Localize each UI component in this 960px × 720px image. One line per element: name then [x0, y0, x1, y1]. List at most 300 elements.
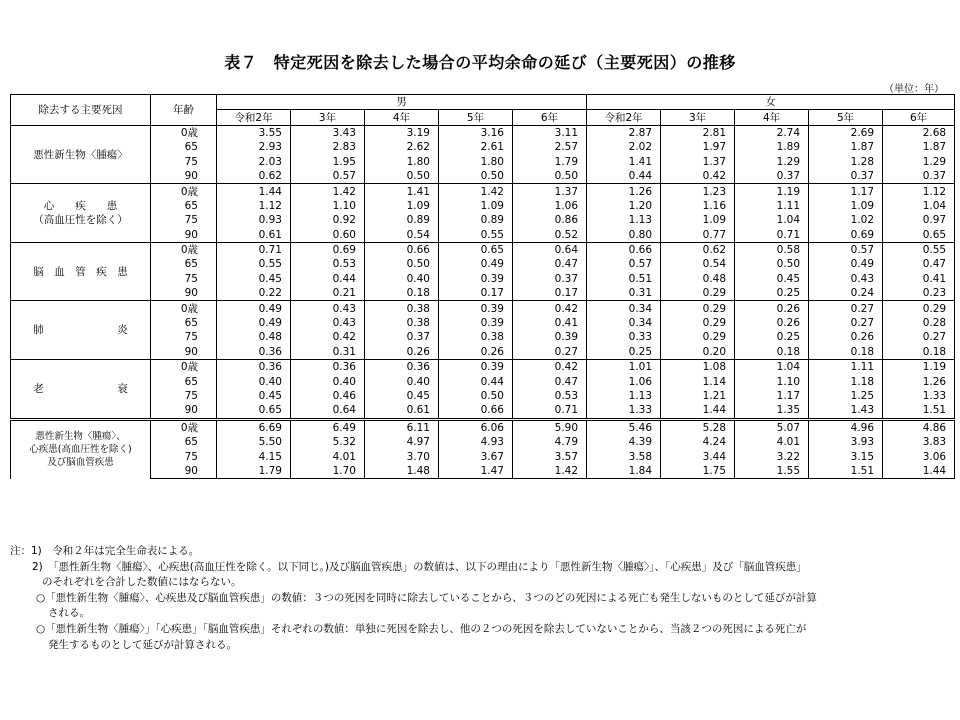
value-cell-female: 0.20: [661, 345, 735, 360]
value-cell-female: 1.29: [735, 155, 809, 169]
cause-group: [11, 419, 955, 479]
page-title: 表７ 特定死因を除去した場合の平均余命の延び（主要死因）の推移: [224, 53, 736, 72]
table-row: [11, 316, 955, 330]
cause-line: 及び脳血管疾患: [47, 457, 114, 469]
value-cell-male: 0.39: [513, 330, 587, 344]
value-cell-female: 0.50: [735, 257, 809, 271]
value-cell-female: 4.96: [809, 419, 883, 435]
cause-cell: [11, 184, 151, 243]
value-cell-female: 1.26: [587, 184, 661, 199]
value-cell-male: 3.57: [513, 449, 587, 463]
table-row: [11, 403, 955, 419]
value-cell-male: 0.93: [217, 213, 291, 227]
age-cell: 65: [151, 199, 217, 213]
value-cell-male: 0.61: [217, 228, 291, 243]
value-cell-female: 1.08: [661, 360, 735, 375]
table-row: [11, 464, 955, 479]
value-cell-male: 1.09: [439, 199, 513, 213]
value-cell-female: 1.20: [587, 199, 661, 213]
value-cell-female: 0.23: [883, 286, 955, 301]
value-cell-male: 4.79: [513, 435, 587, 449]
table-row: [11, 257, 955, 271]
value-cell-male: 2.83: [291, 140, 365, 154]
table-row: [11, 125, 955, 140]
value-cell-female: 0.18: [883, 345, 955, 360]
value-cell-male: 3.67: [439, 449, 513, 463]
value-cell-female: 0.29: [661, 301, 735, 316]
age-cell: 0歳: [151, 419, 217, 435]
value-cell-female: 0.25: [735, 330, 809, 344]
value-cell-female: 1.75: [661, 464, 735, 479]
value-cell-female: 0.37: [883, 169, 955, 184]
value-cell-female: 1.87: [883, 140, 955, 154]
age-cell: 65: [151, 140, 217, 154]
value-cell-male: 0.41: [513, 316, 587, 330]
year-header-male-2: 4年: [365, 110, 439, 125]
value-cell-female: 1.51: [883, 403, 955, 419]
cause-line: 老 衰: [33, 382, 128, 395]
value-cell-male: 5.90: [513, 419, 587, 435]
value-cell-male: 0.64: [291, 403, 365, 419]
value-cell-male: 0.50: [513, 169, 587, 184]
value-cell-female: 2.81: [661, 125, 735, 140]
value-cell-male: 0.65: [439, 242, 513, 257]
value-cell-female: 2.68: [883, 125, 955, 140]
age-cell: 75: [151, 213, 217, 227]
value-cell-male: 0.69: [291, 242, 365, 257]
year-header-female-3: 5年: [809, 110, 883, 125]
value-cell-female: 4.01: [735, 435, 809, 449]
value-cell-male: 0.57: [291, 169, 365, 184]
value-cell-male: 0.45: [217, 272, 291, 286]
value-cell-male: 2.93: [217, 140, 291, 154]
value-cell-female: 0.37: [735, 169, 809, 184]
value-cell-male: 0.89: [365, 213, 439, 227]
value-cell-male: 5.32: [291, 435, 365, 449]
value-cell-female: 0.27: [809, 301, 883, 316]
value-cell-female: 0.77: [661, 228, 735, 243]
value-cell-male: 0.66: [439, 403, 513, 419]
value-cell-male: 1.06: [513, 199, 587, 213]
age-cell: 75: [151, 155, 217, 169]
value-cell-male: 0.66: [365, 242, 439, 257]
value-cell-male: 2.57: [513, 140, 587, 154]
year-header-female-4: 6年: [883, 110, 955, 125]
value-cell-male: 2.62: [365, 140, 439, 154]
value-cell-female: 1.26: [883, 374, 955, 388]
value-cell-male: 0.44: [291, 272, 365, 286]
female-header: 女: [587, 95, 955, 110]
value-cell-female: 3.15: [809, 449, 883, 463]
value-cell-female: 1.13: [587, 389, 661, 403]
value-cell-male: 0.40: [217, 374, 291, 388]
value-cell-female: 0.34: [587, 316, 661, 330]
value-cell-female: 0.26: [735, 301, 809, 316]
age-cell: 90: [151, 345, 217, 360]
value-cell-female: 1.18: [809, 374, 883, 388]
value-cell-female: 5.07: [735, 419, 809, 435]
value-cell-male: 0.43: [291, 301, 365, 316]
value-cell-female: 3.06: [883, 449, 955, 463]
table-row: [11, 419, 955, 435]
value-cell-female: 1.25: [809, 389, 883, 403]
value-cell-male: 1.41: [365, 184, 439, 199]
value-cell-male: 0.27: [513, 345, 587, 360]
age-cell: 65: [151, 374, 217, 388]
value-cell-female: 1.04: [735, 213, 809, 227]
value-cell-male: 0.86: [513, 213, 587, 227]
cause-line: 肺 炎: [33, 324, 128, 337]
year-header-female-2: 4年: [735, 110, 809, 125]
value-cell-male: 0.26: [439, 345, 513, 360]
value-cell-male: 0.22: [217, 286, 291, 301]
value-cell-female: 1.17: [735, 389, 809, 403]
value-cell-female: 1.16: [661, 199, 735, 213]
value-cell-female: 1.06: [587, 374, 661, 388]
value-cell-male: 0.55: [217, 257, 291, 271]
value-cell-female: 3.58: [587, 449, 661, 463]
value-cell-male: 0.60: [291, 228, 365, 243]
value-cell-male: 4.93: [439, 435, 513, 449]
value-cell-female: 2.69: [809, 125, 883, 140]
value-cell-male: 0.42: [513, 360, 587, 375]
value-cell-female: 1.02: [809, 213, 883, 227]
value-cell-male: 0.39: [439, 272, 513, 286]
value-cell-male: 0.42: [291, 330, 365, 344]
value-cell-male: 0.71: [217, 242, 291, 257]
value-cell-male: 0.17: [513, 286, 587, 301]
value-cell-male: 0.17: [439, 286, 513, 301]
value-cell-female: 1.29: [883, 155, 955, 169]
value-cell-female: 0.24: [809, 286, 883, 301]
year-header-female-0: 令和2年: [587, 110, 661, 125]
cause-line: 悪性新生物〈腫瘍〉、: [35, 431, 126, 443]
table-row: [11, 155, 955, 169]
value-cell-male: 6.06: [439, 419, 513, 435]
value-cell-female: 1.41: [587, 155, 661, 169]
value-cell-male: 1.09: [365, 199, 439, 213]
value-cell-male: 0.53: [513, 389, 587, 403]
value-cell-male: 3.19: [365, 125, 439, 140]
value-cell-male: 1.95: [291, 155, 365, 169]
table-row: [11, 184, 955, 199]
value-cell-male: 0.62: [217, 169, 291, 184]
value-cell-male: 0.50: [365, 257, 439, 271]
value-cell-female: 1.89: [735, 140, 809, 154]
age-cell: 0歳: [151, 301, 217, 316]
value-cell-female: 0.42: [661, 169, 735, 184]
note-2-cont: のそれぞれを合計した数値にはならない。: [42, 576, 242, 589]
cause-line: 心 疾 患: [43, 200, 118, 213]
value-cell-female: 0.65: [883, 228, 955, 243]
age-cell: 0歳: [151, 125, 217, 140]
value-cell-male: 0.36: [291, 360, 365, 375]
value-cell-female: 0.29: [661, 316, 735, 330]
year-header-male-3: 5年: [439, 110, 513, 125]
value-cell-male: 5.50: [217, 435, 291, 449]
life-expectancy-table: [10, 94, 955, 479]
value-cell-male: 0.36: [217, 360, 291, 375]
value-cell-male: 1.42: [513, 464, 587, 479]
value-cell-female: 2.02: [587, 140, 661, 154]
value-cell-female: 4.86: [883, 419, 955, 435]
value-cell-female: 1.35: [735, 403, 809, 419]
value-cell-male: 0.31: [291, 345, 365, 360]
value-cell-male: 0.42: [513, 301, 587, 316]
value-cell-male: 1.37: [513, 184, 587, 199]
value-cell-male: 0.47: [513, 374, 587, 388]
value-cell-female: 1.33: [883, 389, 955, 403]
value-cell-female: 1.28: [809, 155, 883, 169]
cause-cell: [11, 242, 151, 301]
value-cell-female: 0.25: [587, 345, 661, 360]
table-row: [11, 286, 955, 301]
value-cell-female: 0.18: [735, 345, 809, 360]
value-cell-male: 3.16: [439, 125, 513, 140]
value-cell-female: 0.97: [883, 213, 955, 227]
table-row: [11, 272, 955, 286]
value-cell-female: 0.47: [883, 257, 955, 271]
value-cell-female: 0.44: [587, 169, 661, 184]
value-cell-male: 0.39: [439, 301, 513, 316]
value-cell-male: 0.38: [365, 316, 439, 330]
cause-group: [11, 301, 955, 360]
cause-line: 脳 血 管 疾 患: [33, 265, 128, 278]
cause-line: 悪性新生物〈腫瘍〉: [33, 148, 128, 161]
age-cell: 75: [151, 389, 217, 403]
value-cell-male: 6.49: [291, 419, 365, 435]
value-cell-male: 0.36: [217, 345, 291, 360]
male-header: 男: [217, 95, 587, 110]
table-row: [11, 199, 955, 213]
value-cell-female: 5.28: [661, 419, 735, 435]
table-row: [11, 449, 955, 463]
value-cell-female: 1.21: [661, 389, 735, 403]
value-cell-male: 0.61: [365, 403, 439, 419]
value-cell-female: 0.27: [809, 316, 883, 330]
age-cell: 90: [151, 169, 217, 184]
value-cell-female: 0.57: [587, 257, 661, 271]
table-row: [11, 345, 955, 360]
value-cell-female: 0.54: [661, 257, 735, 271]
value-cell-female: 5.46: [587, 419, 661, 435]
value-cell-male: 0.40: [291, 374, 365, 388]
age-cell: 90: [151, 228, 217, 243]
value-cell-male: 4.97: [365, 435, 439, 449]
year-header-female-1: 3年: [661, 110, 735, 125]
value-cell-male: 0.52: [513, 228, 587, 243]
value-cell-male: 0.38: [365, 301, 439, 316]
value-cell-male: 0.21: [291, 286, 365, 301]
cause-group: [11, 242, 955, 301]
value-cell-female: 1.23: [661, 184, 735, 199]
age-cell: 65: [151, 257, 217, 271]
cause-group: [11, 125, 955, 184]
value-cell-male: 0.37: [513, 272, 587, 286]
age-cell: 75: [151, 272, 217, 286]
value-cell-male: 0.55: [439, 228, 513, 243]
value-cell-female: 1.04: [883, 199, 955, 213]
note-3-cont: される。: [48, 607, 90, 620]
value-cell-female: 1.51: [809, 464, 883, 479]
year-header-male-0: 令和2年: [217, 110, 291, 125]
value-cell-male: 6.11: [365, 419, 439, 435]
value-cell-female: 0.26: [735, 316, 809, 330]
unit-label: （単位：年）: [884, 84, 944, 95]
age-cell: 65: [151, 316, 217, 330]
value-cell-male: 0.71: [513, 403, 587, 419]
age-cell: 0歳: [151, 184, 217, 199]
value-cell-male: 0.49: [439, 257, 513, 271]
value-cell-female: 4.24: [661, 435, 735, 449]
table-row: [11, 301, 955, 316]
value-cell-female: 1.97: [661, 140, 735, 154]
value-cell-male: 0.38: [439, 330, 513, 344]
cause-line: 心疾患(高血圧性を除く): [29, 444, 132, 456]
table-row: [11, 140, 955, 154]
value-cell-female: 0.28: [883, 316, 955, 330]
value-cell-female: 1.43: [809, 403, 883, 419]
cause-line: （高血圧性を除く）: [33, 214, 128, 227]
value-cell-female: 1.09: [661, 213, 735, 227]
table-row: [11, 374, 955, 388]
value-cell-female: 1.44: [661, 403, 735, 419]
value-cell-male: 0.48: [217, 330, 291, 344]
cause-group: [11, 184, 955, 243]
value-cell-female: 0.80: [587, 228, 661, 243]
value-cell-male: 3.70: [365, 449, 439, 463]
table-row: [11, 330, 955, 344]
value-cell-female: 0.27: [883, 330, 955, 344]
value-cell-female: 0.49: [809, 257, 883, 271]
table-row: [11, 360, 955, 375]
value-cell-female: 1.13: [587, 213, 661, 227]
value-cell-female: 0.29: [883, 301, 955, 316]
note-1: 注：1) 令和２年は完全生命表による。: [10, 545, 200, 557]
value-cell-female: 0.43: [809, 272, 883, 286]
value-cell-female: 0.37: [809, 169, 883, 184]
value-cell-male: 1.42: [291, 184, 365, 199]
value-cell-female: 0.33: [587, 330, 661, 344]
value-cell-male: 1.79: [217, 464, 291, 479]
value-cell-female: 1.33: [587, 403, 661, 419]
table-row: [11, 389, 955, 403]
value-cell-male: 1.48: [365, 464, 439, 479]
value-cell-male: 2.03: [217, 155, 291, 169]
age-cell: 0歳: [151, 360, 217, 375]
table-row: [11, 169, 955, 184]
value-cell-male: 0.39: [439, 316, 513, 330]
value-cell-female: 1.11: [735, 199, 809, 213]
value-cell-male: 0.53: [291, 257, 365, 271]
value-cell-female: 0.62: [661, 242, 735, 257]
age-cell: 75: [151, 330, 217, 344]
value-cell-male: 4.01: [291, 449, 365, 463]
value-cell-female: 1.44: [883, 464, 955, 479]
value-cell-male: 0.47: [513, 257, 587, 271]
value-cell-female: 0.69: [809, 228, 883, 243]
value-cell-male: 6.69: [217, 419, 291, 435]
value-cell-female: 1.14: [661, 374, 735, 388]
value-cell-male: 1.47: [439, 464, 513, 479]
value-cell-female: 1.19: [735, 184, 809, 199]
value-cell-male: 0.92: [291, 213, 365, 227]
value-cell-female: 1.12: [883, 184, 955, 199]
value-cell-female: 2.87: [587, 125, 661, 140]
year-header-male-4: 6年: [513, 110, 587, 125]
value-cell-female: 0.51: [587, 272, 661, 286]
note-4: ○「悪性新生物〈腫瘍〉」「心疾患」「脳血管疾患」それぞれの数値：単独に死因を除去し、他の２つの死因を除去していないことから、当該２つの死因による死亡が: [36, 622, 807, 635]
age-cell: 75: [151, 449, 217, 463]
value-cell-female: 0.26: [809, 330, 883, 344]
value-cell-female: 0.58: [735, 242, 809, 257]
table-row: [11, 242, 955, 257]
age-column-header: 年齢: [151, 95, 217, 126]
value-cell-male: 0.40: [365, 374, 439, 388]
value-cell-male: 4.15: [217, 449, 291, 463]
value-cell-male: 0.46: [291, 389, 365, 403]
value-cell-female: 0.29: [661, 286, 735, 301]
value-cell-male: 0.45: [217, 389, 291, 403]
value-cell-female: 3.44: [661, 449, 735, 463]
table-row: [11, 213, 955, 227]
cause-cell: [11, 301, 151, 360]
value-cell-male: 0.54: [365, 228, 439, 243]
value-cell-female: 0.45: [735, 272, 809, 286]
value-cell-male: 0.50: [365, 169, 439, 184]
value-cell-female: 0.57: [809, 242, 883, 257]
value-cell-male: 0.49: [217, 301, 291, 316]
value-cell-female: 1.01: [587, 360, 661, 375]
value-cell-male: 0.65: [217, 403, 291, 419]
cause-group: [11, 360, 955, 420]
value-cell-female: 3.93: [809, 435, 883, 449]
notes: [10, 544, 940, 653]
age-cell: 0歳: [151, 242, 217, 257]
note-3: ○「悪性新生物〈腫瘍〉、心疾患及び脳血管疾患」の数値：３つの死因を同時に除去していることから、３つのどの死因による死亡も発生しないものとして延びが計算: [36, 591, 817, 604]
value-cell-female: 0.41: [883, 272, 955, 286]
value-cell-male: 0.18: [365, 286, 439, 301]
age-cell: 90: [151, 286, 217, 301]
value-cell-female: 0.48: [661, 272, 735, 286]
value-cell-male: 0.36: [365, 360, 439, 375]
value-cell-female: 0.29: [661, 330, 735, 344]
value-cell-female: 4.39: [587, 435, 661, 449]
value-cell-male: 0.26: [365, 345, 439, 360]
value-cell-male: 1.80: [439, 155, 513, 169]
value-cell-male: 0.89: [439, 213, 513, 227]
age-cell: 65: [151, 435, 217, 449]
age-cell: 90: [151, 403, 217, 419]
value-cell-female: 1.55: [735, 464, 809, 479]
note-4-cont: 発生するものとして延びが計算される。: [48, 638, 237, 651]
cause-cell: [11, 360, 151, 420]
value-cell-male: 0.37: [365, 330, 439, 344]
value-cell-female: 0.31: [587, 286, 661, 301]
value-cell-female: 1.19: [883, 360, 955, 375]
value-cell-male: 0.40: [365, 272, 439, 286]
age-cell: 90: [151, 464, 217, 479]
note-2: 2) 「悪性新生物〈腫瘍〉、心疾患(高血圧性を除く。以下同じ。)及び脳血管疾患」の数値は、以下の理由により「悪性新生物〈腫瘍〉」、「心疾患」及び「脳血管疾患」: [32, 560, 807, 573]
value-cell-male: 3.43: [291, 125, 365, 140]
value-cell-female: 3.22: [735, 449, 809, 463]
value-cell-female: 0.71: [735, 228, 809, 243]
cause-column-header: 除去する主要死因: [11, 95, 151, 126]
value-cell-male: 0.39: [439, 360, 513, 375]
value-cell-male: 3.55: [217, 125, 291, 140]
value-cell-male: 1.12: [217, 199, 291, 213]
value-cell-male: 0.64: [513, 242, 587, 257]
